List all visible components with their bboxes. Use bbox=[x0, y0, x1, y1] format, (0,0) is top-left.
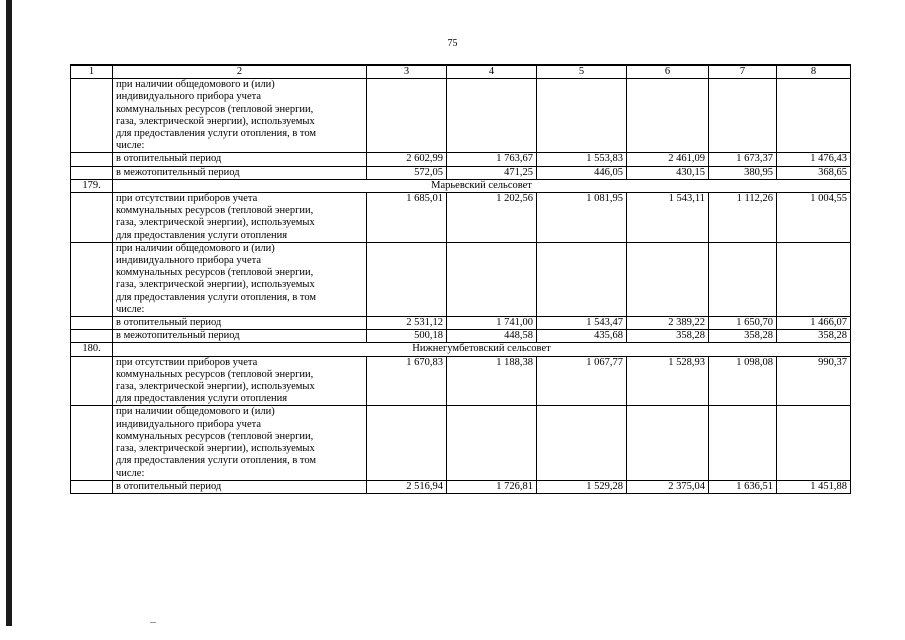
value-cell: 446,05 bbox=[537, 166, 627, 179]
row-description bbox=[113, 153, 367, 166]
description-line: числе: bbox=[116, 467, 145, 479]
table-row bbox=[71, 193, 851, 243]
description-line: для предоставления услуги отопления, в том bbox=[116, 128, 317, 140]
header-cell: 6 bbox=[627, 65, 709, 79]
value-cell bbox=[709, 242, 777, 316]
value-cell: 380,95 bbox=[709, 166, 777, 179]
value-cell: 2 516,94 bbox=[367, 480, 447, 493]
value-cell: 1 081,95 bbox=[537, 193, 627, 243]
value-cell: 1 112,26 bbox=[709, 193, 777, 243]
row-description bbox=[113, 356, 367, 406]
value-cell: 358,28 bbox=[709, 330, 777, 343]
description-line: индивидуального прибора учета bbox=[116, 91, 261, 103]
value-cell bbox=[447, 406, 537, 480]
value-cell: 1 466,07 bbox=[777, 317, 851, 330]
description-line: числе: bbox=[116, 140, 145, 152]
value-cell bbox=[627, 406, 709, 480]
description-line: при наличии общедомового и (или) bbox=[116, 406, 275, 418]
description-line: коммунальных ресурсов (тепловой энергии, bbox=[116, 267, 314, 279]
value-cell bbox=[537, 79, 627, 153]
value-cell: 1 476,43 bbox=[777, 153, 851, 166]
table-row bbox=[71, 356, 851, 406]
value-cell: 430,15 bbox=[627, 166, 709, 179]
value-cell bbox=[367, 79, 447, 153]
description-line: для предоставления услуги отопления bbox=[116, 229, 288, 241]
header-cell: 2 bbox=[113, 65, 367, 79]
value-cell: 990,37 bbox=[777, 356, 851, 406]
description-line: для предоставления услуги отопления, в том bbox=[116, 455, 317, 467]
value-cell: 358,28 bbox=[627, 330, 709, 343]
description-line: для предоставления услуги отопления bbox=[116, 393, 288, 405]
value-cell: 1 553,83 bbox=[537, 153, 627, 166]
header-cell: 1 bbox=[71, 65, 113, 79]
description-line: газа, электрической энергии), используемых bbox=[116, 217, 315, 229]
description-line: для предоставления услуги отопления, в том bbox=[116, 291, 317, 303]
value-cell bbox=[777, 406, 851, 480]
description-line: индивидуального прибора учета bbox=[116, 418, 261, 430]
table-body bbox=[71, 65, 851, 493]
description-line: при наличии общедомового и (или) bbox=[116, 79, 275, 91]
row-description bbox=[113, 242, 367, 316]
value-cell bbox=[537, 406, 627, 480]
value-cell bbox=[777, 79, 851, 153]
value-cell bbox=[367, 242, 447, 316]
scan-mark bbox=[150, 622, 156, 623]
value-cell: 1 650,70 bbox=[709, 317, 777, 330]
scan-binding-edge bbox=[6, 0, 12, 626]
row-number bbox=[71, 480, 113, 493]
value-cell: 1 202,56 bbox=[447, 193, 537, 243]
row-description bbox=[113, 317, 367, 330]
value-cell: 1 528,93 bbox=[627, 356, 709, 406]
row-number bbox=[71, 193, 113, 243]
row-description bbox=[113, 480, 367, 493]
description-line: при наличии общедомового и (или) bbox=[116, 242, 275, 254]
value-cell: 1 726,81 bbox=[447, 480, 537, 493]
value-cell: 1 543,11 bbox=[627, 193, 709, 243]
description-line: в межотопительный период bbox=[116, 166, 240, 178]
description-line: в отопительный период bbox=[116, 480, 222, 492]
value-cell: 1 763,67 bbox=[447, 153, 537, 166]
value-cell: 1 673,37 bbox=[709, 153, 777, 166]
row-number bbox=[71, 79, 113, 153]
value-cell: 435,68 bbox=[537, 330, 627, 343]
value-cell bbox=[447, 242, 537, 316]
section-title: Нижнегумбетовский сельсовет bbox=[113, 343, 851, 356]
description-line: в отопительный период bbox=[116, 317, 222, 329]
row-number bbox=[71, 317, 113, 330]
description-line: при отсутствии приборов учета bbox=[116, 356, 258, 368]
value-cell: 1 067,77 bbox=[537, 356, 627, 406]
table-row bbox=[71, 317, 851, 330]
value-cell: 358,28 bbox=[777, 330, 851, 343]
row-number bbox=[71, 330, 113, 343]
table-row bbox=[71, 166, 851, 179]
description-line: коммунальных ресурсов (тепловой энергии, bbox=[116, 103, 314, 115]
value-cell: 2 389,22 bbox=[627, 317, 709, 330]
section-title: Марьевский сельсовет bbox=[113, 179, 851, 192]
value-cell: 2 461,09 bbox=[627, 153, 709, 166]
description-line: газа, электрической энергии), используемых bbox=[116, 279, 315, 291]
value-cell: 368,65 bbox=[777, 166, 851, 179]
value-cell: 1 188,38 bbox=[447, 356, 537, 406]
row-number bbox=[71, 166, 113, 179]
value-cell bbox=[627, 242, 709, 316]
description-line: в межотопительный период bbox=[116, 330, 240, 342]
table-row bbox=[71, 406, 851, 480]
row-number bbox=[71, 356, 113, 406]
table-row bbox=[71, 153, 851, 166]
tariff-table bbox=[70, 64, 851, 494]
value-cell bbox=[627, 79, 709, 153]
value-cell: 1 741,00 bbox=[447, 317, 537, 330]
description-line: числе: bbox=[116, 303, 145, 315]
value-cell: 2 375,04 bbox=[627, 480, 709, 493]
description-line: коммунальных ресурсов (тепловой энергии, bbox=[116, 430, 314, 442]
table-row bbox=[71, 480, 851, 493]
value-cell: 572,05 bbox=[367, 166, 447, 179]
value-cell: 471,25 bbox=[447, 166, 537, 179]
value-cell: 1 543,47 bbox=[537, 317, 627, 330]
description-line: при отсутствии приборов учета bbox=[116, 193, 258, 205]
description-line: в отопительный период bbox=[116, 153, 222, 165]
description-line: газа, электрической энергии), используемых bbox=[116, 115, 315, 127]
header-cell: 3 bbox=[367, 65, 447, 79]
section-row bbox=[71, 343, 851, 356]
value-cell: 448,58 bbox=[447, 330, 537, 343]
row-description bbox=[113, 406, 367, 480]
section-row bbox=[71, 179, 851, 192]
row-number: 179. bbox=[71, 179, 113, 192]
table-row bbox=[71, 330, 851, 343]
header-cell: 5 bbox=[537, 65, 627, 79]
value-cell: 1 529,28 bbox=[537, 480, 627, 493]
description-line: индивидуального прибора учета bbox=[116, 255, 261, 267]
row-number bbox=[71, 153, 113, 166]
row-description bbox=[113, 193, 367, 243]
row-description bbox=[113, 330, 367, 343]
value-cell bbox=[709, 79, 777, 153]
description-line: газа, электрической энергии), используемых bbox=[116, 443, 315, 455]
description-line: коммунальных ресурсов (тепловой энергии, bbox=[116, 205, 314, 217]
row-number bbox=[71, 406, 113, 480]
value-cell: 1 685,01 bbox=[367, 193, 447, 243]
header-cell: 8 bbox=[777, 65, 851, 79]
value-cell bbox=[367, 406, 447, 480]
value-cell bbox=[537, 242, 627, 316]
description-line: газа, электрической энергии), используемых bbox=[116, 381, 315, 393]
row-description bbox=[113, 166, 367, 179]
table-row bbox=[71, 242, 851, 316]
value-cell: 1 004,55 bbox=[777, 193, 851, 243]
value-cell: 2 602,99 bbox=[367, 153, 447, 166]
value-cell bbox=[447, 79, 537, 153]
row-description bbox=[113, 79, 367, 153]
value-cell: 1 636,51 bbox=[709, 480, 777, 493]
value-cell: 500,18 bbox=[367, 330, 447, 343]
header-cell: 7 bbox=[709, 65, 777, 79]
value-cell: 1 670,83 bbox=[367, 356, 447, 406]
value-cell: 2 531,12 bbox=[367, 317, 447, 330]
table-row bbox=[71, 79, 851, 153]
value-cell: 1 098,08 bbox=[709, 356, 777, 406]
row-number: 180. bbox=[71, 343, 113, 356]
row-number bbox=[71, 242, 113, 316]
value-cell: 1 451,88 bbox=[777, 480, 851, 493]
value-cell bbox=[709, 406, 777, 480]
value-cell bbox=[777, 242, 851, 316]
description-line: коммунальных ресурсов (тепловой энергии, bbox=[116, 368, 314, 380]
header-cell: 4 bbox=[447, 65, 537, 79]
page-number: 75 bbox=[447, 38, 458, 49]
header-row bbox=[71, 65, 851, 79]
